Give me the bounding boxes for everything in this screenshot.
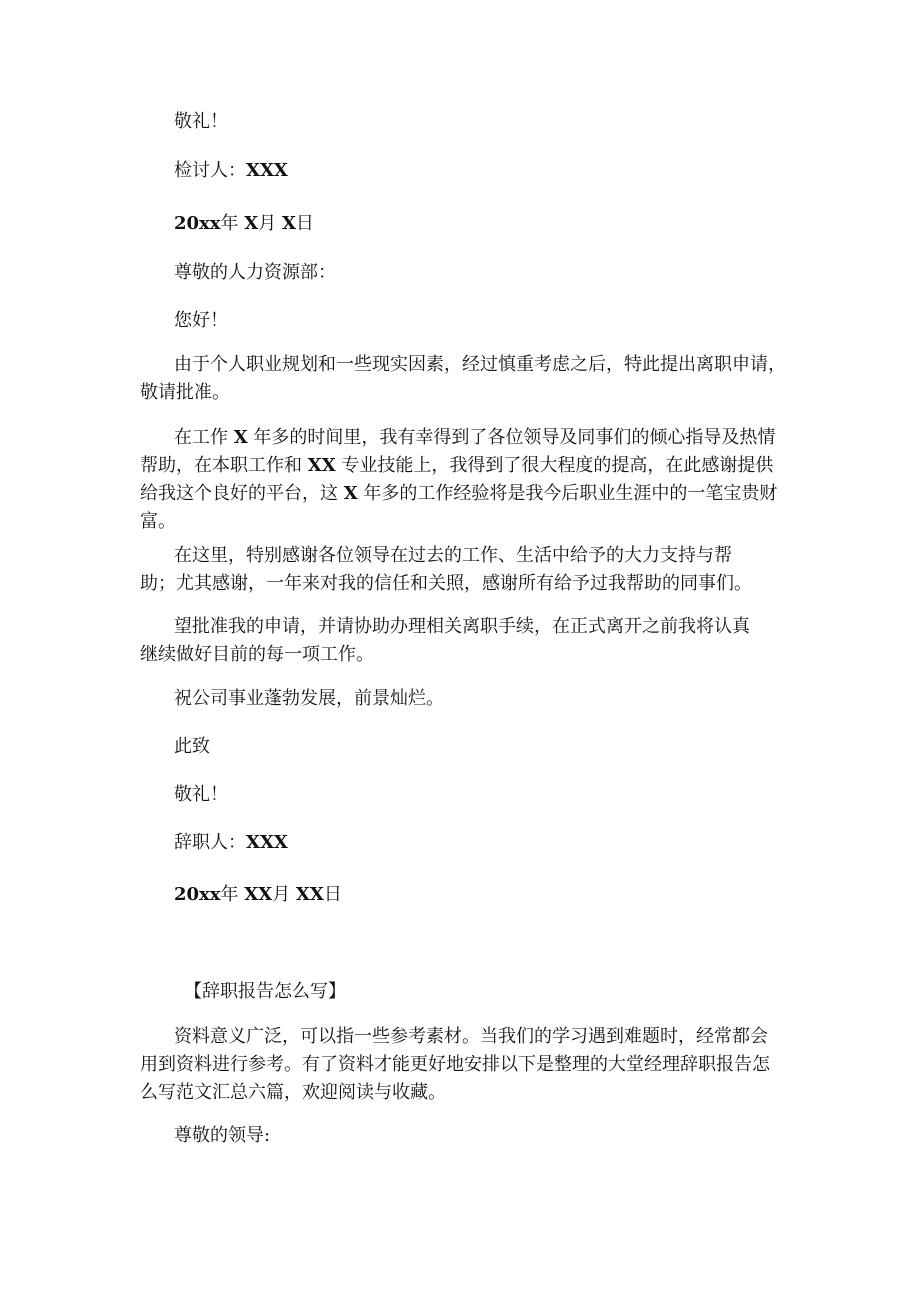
paragraph-2-text: 专业技能上，我得到了很大程度的提高，在此感谢提供 [335, 455, 774, 476]
paragraph-2-row-4: 富。 [140, 511, 176, 532]
paragraph-3-row-1: 在这里，特别感谢各位领导在过去的工作、生活中给予的大力支持与帮 [174, 545, 732, 566]
paragraph-3-row-2: 助；尤其感谢，一年来对我的信任和关照，感谢所有给予过我帮助的同事们。 [140, 573, 752, 594]
paragraph-2-bold: X [343, 483, 358, 504]
paragraph-2-text: 年多的工作经验将是我今后职业生涯中的一笔宝贵财 [357, 483, 778, 504]
closing-line: 此致 [174, 736, 210, 757]
reviewer-line [174, 159, 288, 183]
date-1-month: X [244, 213, 259, 234]
paragraph-4-row-2: 继续做好目前的每一项工作。 [140, 644, 374, 665]
sign-off-1: 敬礼！ [174, 111, 228, 132]
reviewer-label: 检讨人： [174, 160, 246, 181]
salutation-hr: 尊敬的人力资源部： [174, 262, 336, 283]
paragraph-2-bold: X [233, 427, 248, 448]
paragraph-2-text: 年多的时间里，我有幸得到了各位领导及同事们的倾心指导及热情 [247, 427, 776, 448]
paragraph-2-text: 帮助，在本职工作和 [140, 455, 308, 476]
greeting: 您好！ [174, 310, 228, 331]
date-2-month-unit: 月 [272, 884, 291, 905]
paragraph-4-row-1: 望批准我的申请，并请协助办理相关离职手续，在正式离开之前我将认真 [174, 616, 750, 637]
date-2-year: 20xx [174, 884, 221, 905]
paragraph-2 [140, 424, 784, 536]
resigner-label: 辞职人： [174, 832, 246, 853]
resigner-name: XXX [246, 832, 288, 853]
intro-row-1: 资料意义广泛，可以指一些参考素材。当我们的学习遇到难题时，经常都会 [174, 1026, 768, 1047]
date-1-year-unit: 年 [220, 213, 239, 234]
intro-row-3: 么写范文汇总六篇，欢迎阅读与收藏。 [140, 1082, 446, 1103]
paragraph-1-row-2: 敬请批准。 [140, 382, 230, 403]
date-2-year-unit: 年 [220, 884, 239, 905]
date-line-1 [174, 212, 314, 236]
date-line-2 [174, 883, 342, 907]
paragraph-2-bold: XX [307, 455, 336, 476]
paragraph-2-text: 在工作 [174, 427, 234, 448]
resigner-line [174, 831, 288, 855]
date-1-year: 20xx [174, 213, 221, 234]
date-1-day-unit: 日 [295, 213, 314, 234]
paragraph-2-row-3 [140, 480, 784, 508]
paragraph-3 [140, 542, 784, 598]
date-1-month-unit: 月 [258, 213, 277, 234]
date-2-day-unit: 日 [323, 884, 342, 905]
date-2-day: XX [295, 884, 324, 905]
paragraph-2-row-1 [174, 424, 784, 452]
sign-off-2: 敬礼！ [174, 784, 228, 805]
paragraph-1 [140, 351, 786, 407]
paragraph-4 [140, 613, 784, 669]
reviewer-name: XXX [246, 160, 288, 181]
paragraph-2-text: 给我这个良好的平台，这 [140, 483, 344, 504]
intro-paragraph [140, 1023, 784, 1107]
paragraph-1-row-1: 由于个人职业规划和一些现实因素，经过慎重考虑之后，特此提出离职申请， [174, 354, 786, 375]
salutation-leader: 尊敬的领导: [174, 1125, 271, 1146]
section-heading: 【辞职报告怎么写】 [184, 981, 346, 1002]
date-1-day: X [281, 213, 296, 234]
wish-line: 祝公司事业蓬勃发展，前景灿烂。 [174, 688, 444, 709]
date-2-month: XX [244, 884, 273, 905]
intro-row-2: 用到资料进行参考。有了资料才能更好地安排以下是整理的大堂经理辞职报告怎 [140, 1054, 770, 1075]
paragraph-2-row-2 [140, 452, 784, 480]
